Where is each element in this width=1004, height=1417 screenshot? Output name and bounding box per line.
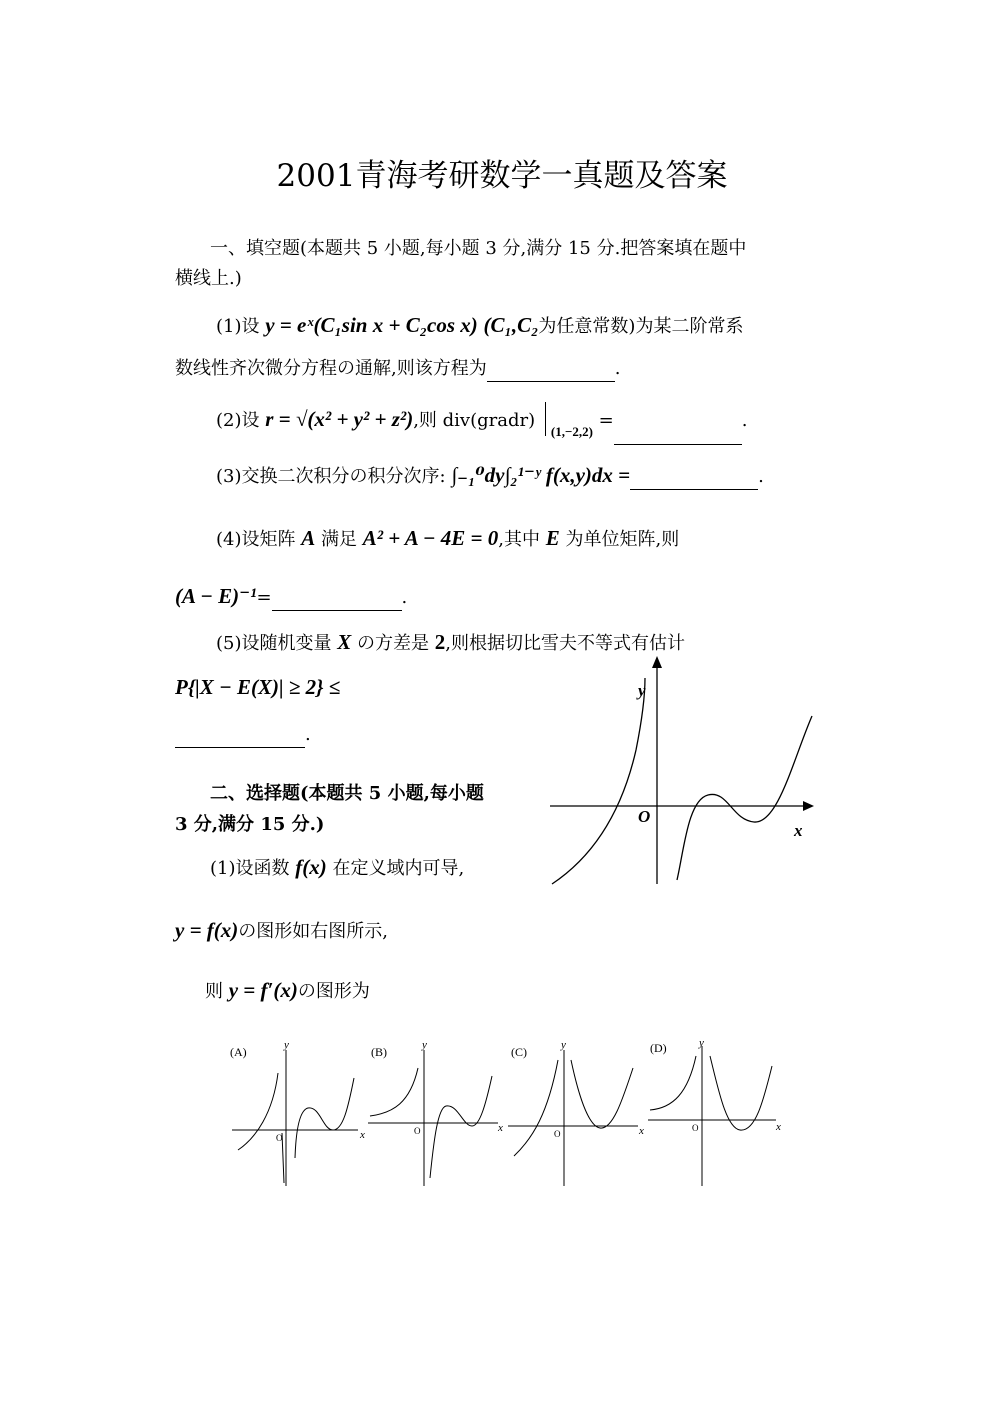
q4-var-e: E [545, 526, 560, 550]
option-b-origin-label: O [414, 1126, 421, 1136]
s2q1-line3-text: の图形为 [297, 981, 370, 1002]
q4-text-b: ,其中 [498, 529, 540, 550]
q2-eval-bar [545, 402, 547, 436]
option-c-x-label: x [639, 1125, 644, 1137]
main-graph-x-arrow [803, 801, 814, 811]
s1-question-2 [216, 402, 748, 445]
main-graph-right-branch [677, 716, 812, 880]
option-graph-a[interactable] [230, 1039, 365, 1186]
q4-label: (4)设矩阵 [216, 529, 296, 550]
option-b-y-label: y [422, 1039, 427, 1051]
q1-formula: y = eˣ(C₁sin x + C₂cos x) [265, 313, 478, 337]
option-graph-b[interactable] [368, 1039, 503, 1186]
s2q1-line3-prefix: 则 [205, 981, 223, 1002]
option-c-curve [514, 1060, 633, 1156]
q5-label: (5)设随机变量 [216, 633, 332, 654]
q2-point: (1,−2,2) [550, 424, 593, 439]
option-b-x-label: x [498, 1122, 503, 1134]
q3-label: (3)交换二次积分の积分次序: [216, 466, 446, 487]
option-a-y-label: y [284, 1039, 289, 1051]
q4-answer-blank[interactable] [272, 590, 402, 611]
main-graph-x-label: x [794, 821, 803, 840]
s2q1-line3-formula: y = f′(x) [228, 978, 298, 1002]
q1-answer-blank[interactable] [487, 361, 615, 382]
option-c-label: (C) [511, 1045, 527, 1059]
q2-answer-blank[interactable] [614, 424, 742, 445]
q1-text-b: 数线性齐次微分方程の通解,则该方程为 [175, 358, 487, 379]
s2-question-1-line2 [175, 917, 388, 945]
q4-equation: A² + A − 4E = 0 [362, 526, 499, 550]
q1-end: . [614, 358, 621, 379]
q2-text-a: ,则 div(gradr) [413, 410, 536, 431]
s1-question-3 [216, 462, 764, 490]
q4-end: . [401, 587, 408, 608]
q5-inequality: P{|X − E(X)| ≥ 2} ≤ [175, 675, 341, 699]
q2-end: . [741, 410, 748, 431]
q2-label: (2)设 [216, 410, 260, 431]
q5-text-a: の方差是 [356, 633, 429, 654]
q1-label: (1)设 [216, 316, 260, 337]
q4-answer-expr: (A − E)⁻¹ [175, 584, 257, 608]
s1-question-5-blank-line [175, 722, 311, 748]
s1-question-4-cont [175, 583, 407, 611]
section2-heading-line2: 3 分,满分 15 分.) [175, 814, 325, 835]
q3-formula: ∫₋₁⁰dy∫₂¹⁻ʸ f(x,y)dx = [451, 463, 631, 487]
main-function-graph [548, 650, 828, 890]
section1-heading-line1: 一、填空题(本题共 5 小题,每小题 3 分,满分 15 分.把答案填在题中 [210, 238, 747, 259]
option-d-y-label: y [699, 1038, 704, 1049]
q4-var-a: A [301, 526, 316, 550]
s2-question-1 [210, 854, 464, 882]
option-d-curve [650, 1056, 772, 1130]
q3-answer-blank[interactable] [630, 469, 758, 490]
s1-question-1-cont [175, 356, 620, 382]
q2-formula: r = √(x² + y² + z²) [265, 407, 414, 431]
option-a-curve [238, 1073, 354, 1183]
main-graph-y-arrow [652, 656, 662, 668]
option-d-label: (D) [650, 1041, 667, 1055]
main-graph-origin-label: O [638, 807, 651, 826]
q5-answer-blank[interactable] [175, 727, 305, 748]
option-a-x-label: x [360, 1129, 365, 1141]
s2q1-line2-text: の图形如右图所示, [238, 921, 389, 942]
s1-question-1 [216, 312, 743, 340]
q1-params: (C₁,C₂ [483, 313, 539, 337]
main-graph-y-label: y [638, 681, 646, 700]
q3-end: . [758, 466, 764, 487]
q4-text-a: 满足 [320, 529, 357, 550]
section2-heading-line1: 二、选择题(本题共 5 小题,每小题 [210, 783, 484, 804]
q5-value: 2 [434, 630, 446, 654]
option-d-origin-label: O [692, 1123, 699, 1133]
s1-question-4 [216, 525, 679, 553]
s2q1-text-a: 在定义域内可导, [332, 858, 465, 879]
page-title: 2001青海考研数学一真题及答案 [276, 158, 728, 194]
option-a-origin-label: O [276, 1133, 283, 1143]
option-c-origin-label: O [554, 1129, 561, 1139]
q4-text-c: 为单位矩阵,则 [565, 529, 680, 550]
option-graph-c[interactable] [508, 1039, 644, 1186]
s2-question-1-line3 [205, 977, 370, 1005]
option-d-x-label: x [776, 1121, 781, 1133]
option-c-y-label: y [561, 1039, 566, 1051]
option-graph-d[interactable] [648, 1038, 781, 1186]
q1-text-a: 为任意常数)为某二阶常系 [538, 316, 744, 337]
q5-var-x: X [337, 630, 352, 654]
option-graphs [228, 1038, 788, 1193]
section1-heading-line2: 横线上.) [175, 268, 242, 289]
s2q1-fx: f(x) [295, 855, 327, 879]
q5-end: . [305, 724, 311, 745]
q5-text-b: ,则根据切比雪夫不等式有估计 [445, 633, 685, 654]
main-graph-left-branch [552, 678, 645, 884]
q2-eq: = [598, 410, 614, 431]
option-b-label: (B) [371, 1045, 387, 1059]
q4-eq: = [256, 587, 272, 608]
option-a-label: (A) [230, 1045, 247, 1059]
s2q1-line2-formula: y = f(x) [175, 918, 239, 942]
s2q1-label: (1)设函数 [210, 858, 290, 879]
s1-question-5-inequality [175, 674, 340, 702]
